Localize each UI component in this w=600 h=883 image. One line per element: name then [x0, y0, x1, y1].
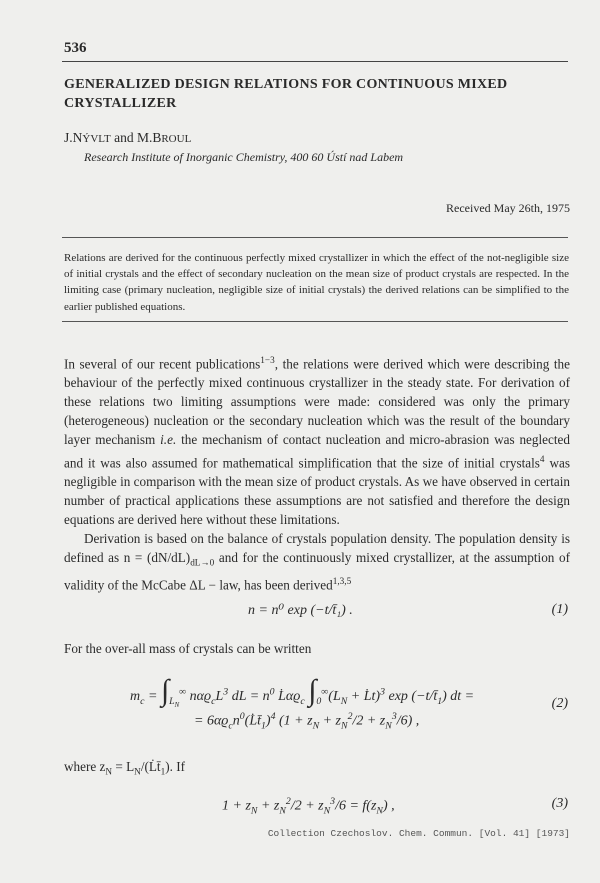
abstract: Relations are derived for the continuous perfectly mixed crystallizer in which the effect of the not-negligible size of initial crystals and the effect of secondary nucleation on the mean size of product crystals are respected. In the limiting case (primary nucleation, negligible size of initial crystals) the derived relations can be simplified to the earlier published equations. — [64, 252, 569, 313]
equation-1-number: (1) — [551, 602, 568, 617]
header-rule — [62, 61, 568, 62]
paragraph-3: For the over-all mass of crystals can be written — [64, 641, 312, 656]
equation-3-number: (3) — [551, 796, 568, 811]
journal-footer: Collection Czechoslov. Chem. Commun. [Vol. 41] [1973] — [267, 828, 570, 839]
page-number: 536 — [64, 40, 87, 56]
received-date: Received May 26th, 1975 — [446, 201, 570, 215]
equation-3: $1 + z_N + z_N^2/2 + z_N^3/6 = f(z_N)$ , — [222, 796, 395, 817]
paragraph-2: Derivation is based on the balance of crystals population density. The population density is defined as $n = (dN/dL)_{dL\to 0}$ and for the continuously mixed crystallizer, at the assumption of validity of the McCabe ΔL − law, has been derived$^{1,3,5}$ — [64, 530, 570, 593]
equation-2-number: (2) — [551, 696, 568, 711]
equation-2: $m_c = \int_{L_N}^\infty$ $n\alpha ϱ_cL^3$ dL = $n^0$ $L̇\alpha ϱ_c$ $\int_0^\infty(L_N$ + L̇t)$^3$ $\exp (-t/t̄_1)$ dt = = $6\alpha ϱ_cn^0(L̇t̄_1)^4$ $(1 + z_N + z_N^2/2 + z_N^3/6)$ , — [130, 674, 475, 732]
authors: J.NÝVLT and M.BROUL — [64, 130, 192, 145]
body-text — [64, 351, 570, 596]
paper-title: GENERALIZED DESIGN RELATIONS FOR CONTINUOUS MIXED CRYSTALLIZER — [64, 77, 508, 111]
equation-1: n = n⁰ exp (−t/t̄₁) . — [248, 603, 353, 618]
abstract-top-rule — [62, 237, 568, 238]
paragraph-1: In several of our recent publications$^{1-3}$, the relations were derived which were describing the behaviour of the perfectly mixed continuous crystallizer in the steady state. For derivation of these relations two limiting assumptions were made: considered was only the primary (heterogeneous) nucleation or the secondary nucleation which was the result of the boundary layer mechanism i.e. the mechanism of contact nucleation and micro-abrasion was neglected and it was also assumed for mathematical simplification that the size of initial crystals$^4$ was negligible in comparison with the mean size of product crystals. As we have observed in certain number of practical applications these assumptions are not satisfied and therefore the design equations are derived here without these limitations. — [64, 355, 571, 528]
paragraph-4: where $z_N$ = $L_N/(L̇t̄_1)$. If — [64, 759, 185, 777]
affiliation: Research Institute of Inorganic Chemistry, 400 60 Ústí nad Labem — [84, 150, 404, 164]
abstract-bottom-rule — [62, 321, 568, 322]
